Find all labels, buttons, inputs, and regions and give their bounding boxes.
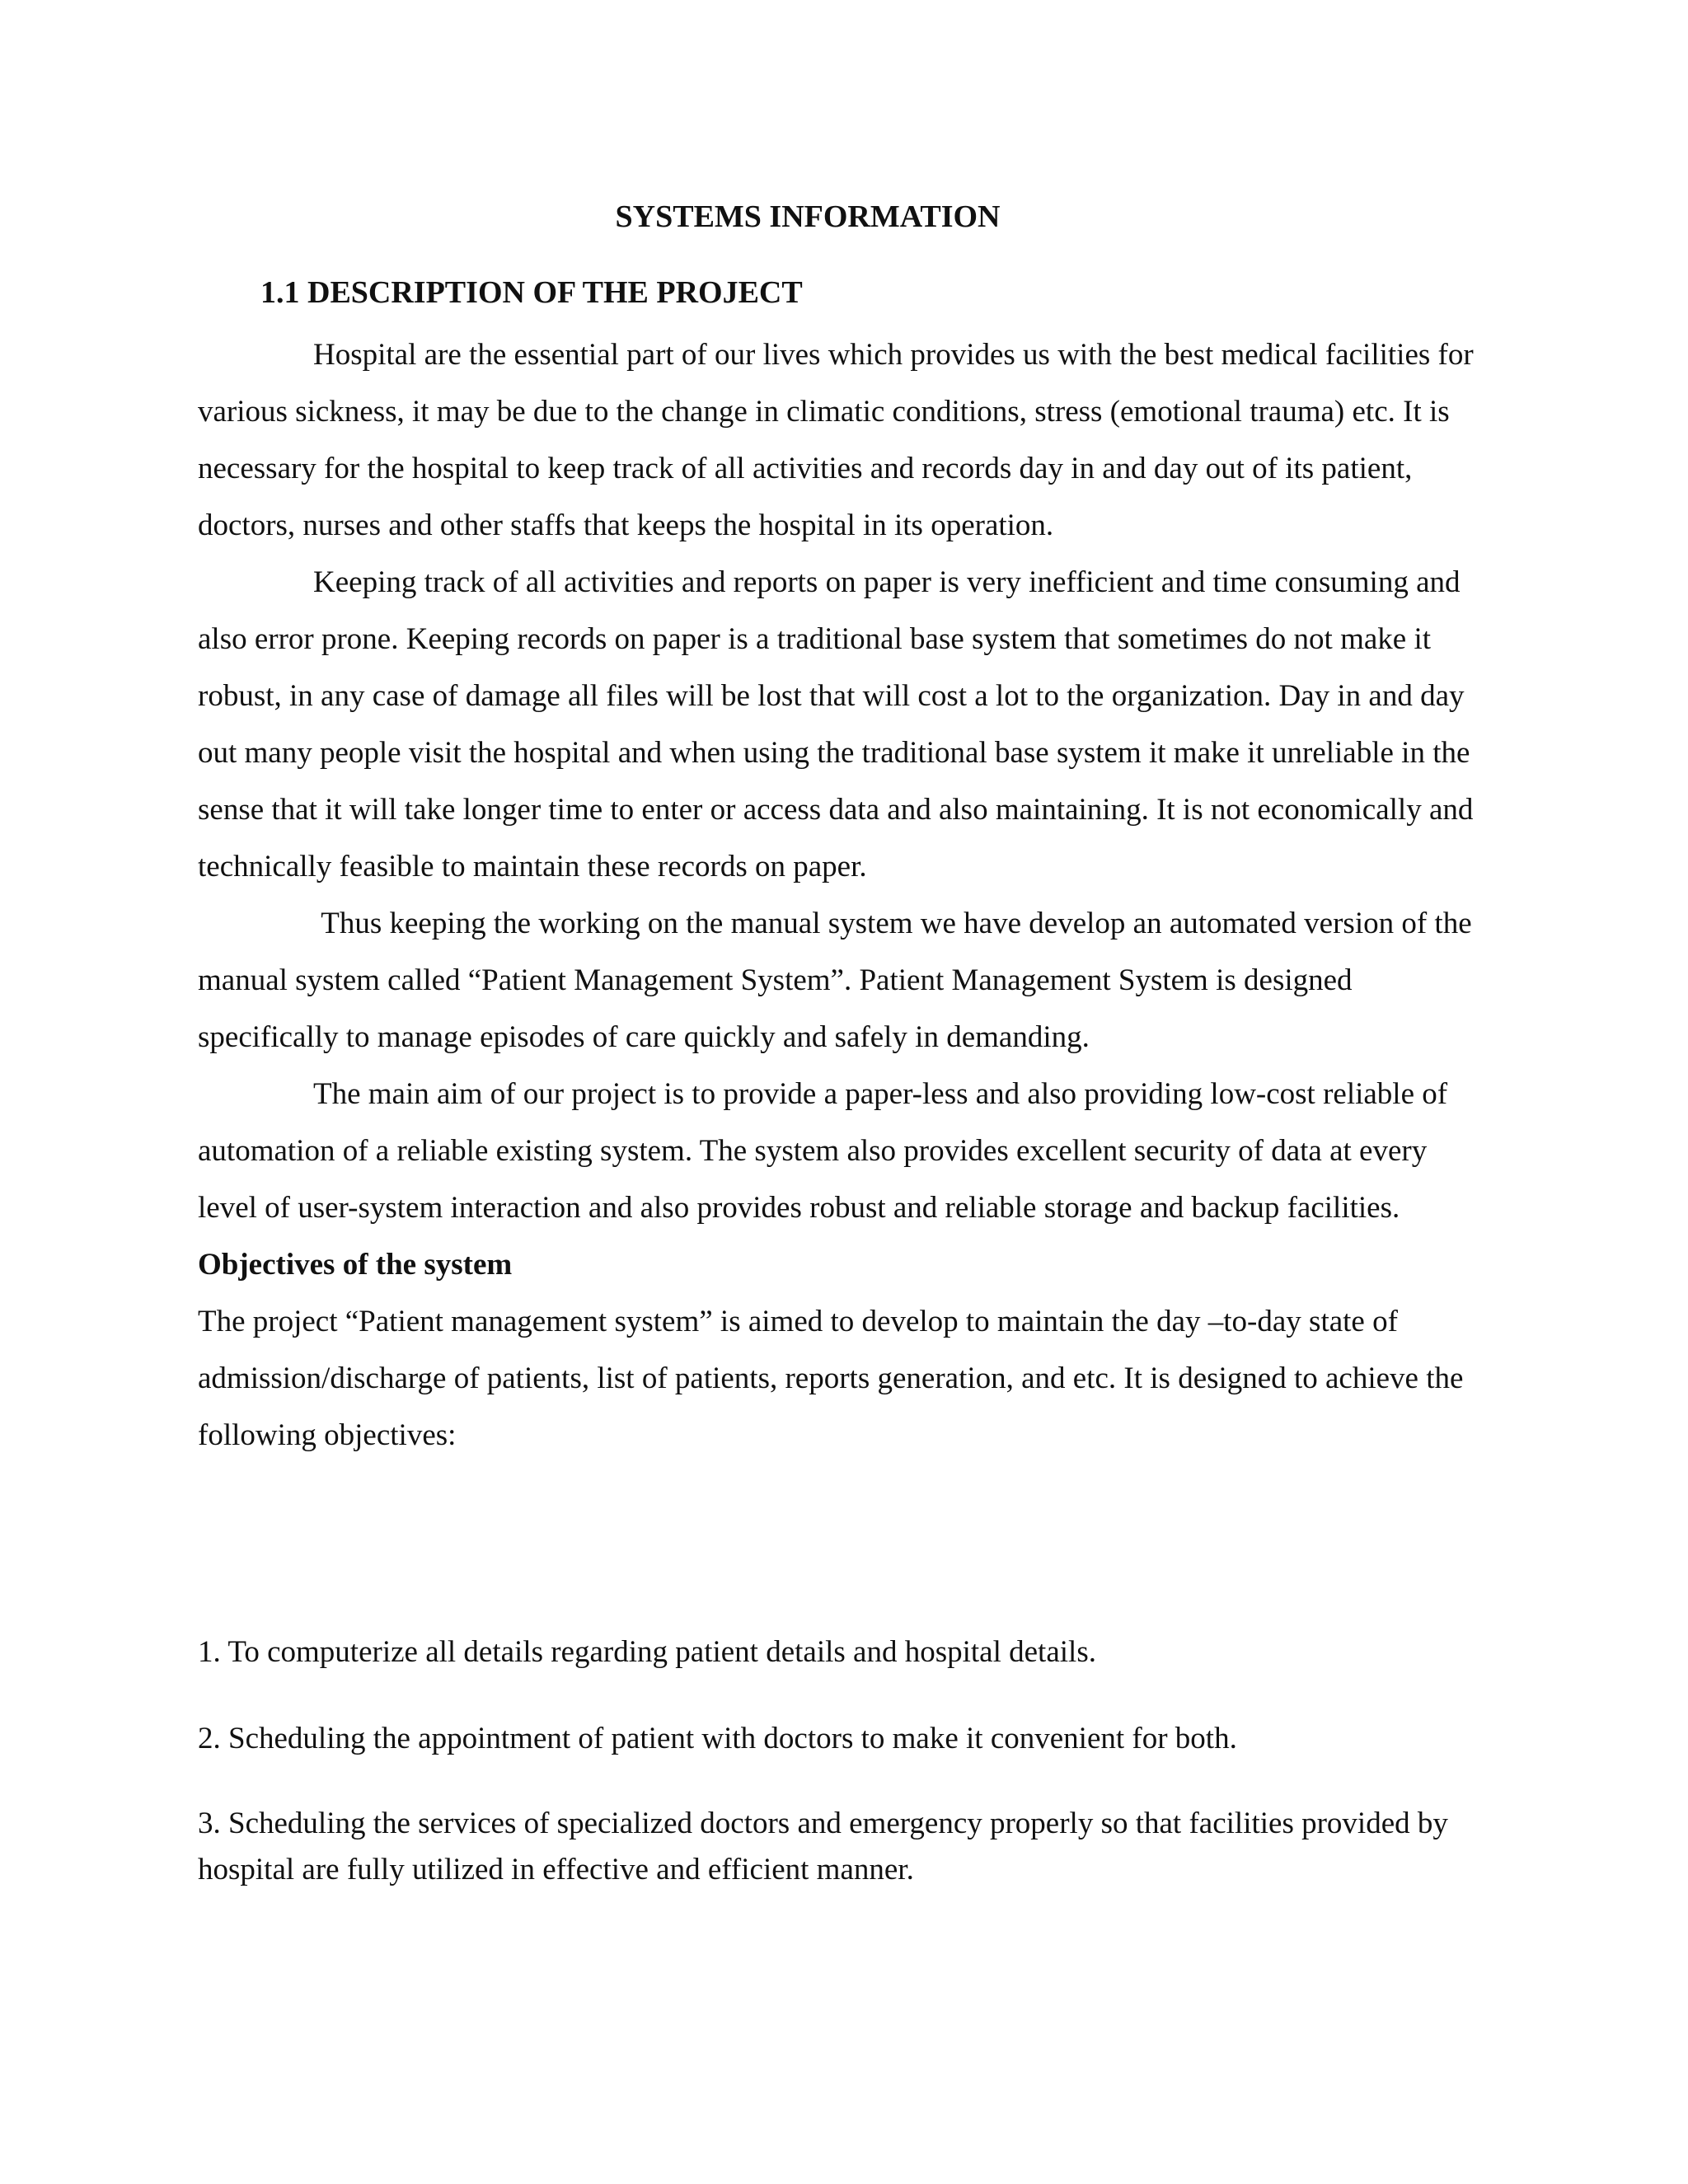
objectives-intro: The project “Patient management system” is aimed to develop to maintain the day –to-day state of admission/discharge of patients, list of patients, reports generation, and etc. It is designed to achieve the following objectives: <box>198 1305 1464 1452</box>
objectives-list <box>198 1628 1492 1893</box>
document-body <box>198 326 1492 1464</box>
list-item: 3. Scheduling the services of specialized doctors and emergency properly so that facilities provided by hospital are fully utilized in effective and efficient manner. <box>198 1807 1448 1886</box>
list-item: 1. To computerize all details regarding patient details and hospital details. <box>198 1635 1096 1669</box>
paragraph-intro: Hospital are the essential part of our lives which provides us with the best medical facilities for various sickness, it may be due to the change in climatic conditions, stress (emotional trauma) etc. It is necessary for the hospital to keep track of all activities and records day in and day out of its patient, doctors, nurses and other staffs that keeps the hospital in its operation. <box>198 338 1474 542</box>
page-title: SYSTEMS INFORMATION <box>615 199 1001 234</box>
paragraph-main-aim: The main aim of our project is to provide a paper-less and also providing low-cost reliable of automation of a reliable existing system. The system also provides excellent security of data at every level of user-system interaction and also provides robust and reliable storage and backup facilities. <box>198 1077 1448 1225</box>
paragraph-paper-records: Keeping track of all activities and reports on paper is very inefficient and time consuming and also error prone. Keeping records on paper is a traditional base system that sometimes do not make it robust, in any case of damage all files will be lost that will cost a lot to the organization. Day in and day out many people visit the hospital and when using the traditional base system it make it unreliable in the sense that it will take longer time to enter or access data and also maintaining. It is not economically and technically feasible to maintain these records on paper. <box>198 565 1474 883</box>
section-heading: 1.1 DESCRIPTION OF THE PROJECT <box>260 275 803 310</box>
list-item: 2. Scheduling the appointment of patient with doctors to make it convenient for both. <box>198 1722 1237 1755</box>
objectives-heading: Objectives of the system <box>198 1248 513 1282</box>
paragraph-automation: Thus keeping the working on the manual system we have develop an automated version of the manual system called “Patient Management System”. Patient Management System is designed specifically to manage episodes of care quickly and safely in demanding. <box>198 907 1479 1054</box>
